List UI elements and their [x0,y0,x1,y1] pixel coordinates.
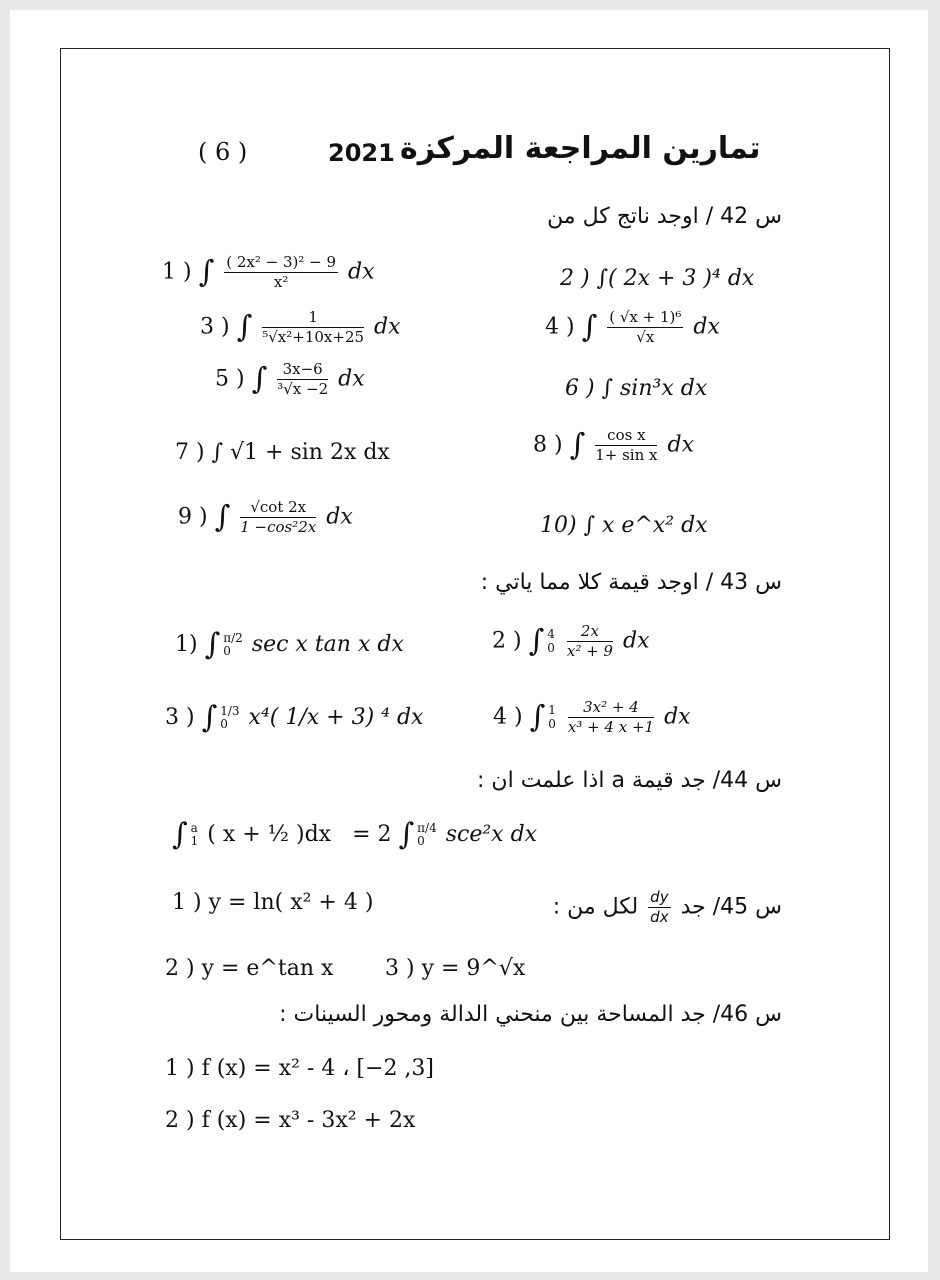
limits [417,822,437,848]
lower-limit: 0 [223,644,231,658]
integral-sign: ∫ [201,700,218,735]
q44-lhs: ( x + ½ )dx [207,822,332,847]
q43-heading: س 43 / اوجد قيمة كلا مما ياتي : [480,570,782,595]
q45-item-1: 1 ) y = ln( x² + 4 ) [172,890,374,915]
year: 2021 [328,139,395,167]
dx: dx [693,314,720,340]
integral-sign: ∫ [236,309,253,345]
q42-p3-label: 3 ) [200,314,230,340]
q42-f8-num: cos x [595,428,657,446]
q43-f4-den: x³ + 4 x +1 [567,718,655,736]
limits [223,632,243,658]
integral-sign: ∫ [198,254,215,290]
q42-f9-num: √cot 2x [240,500,316,518]
lower-limit: 0 [547,640,555,655]
q42-item-6: 6 ) ∫ sin³x dx [565,376,708,401]
integral-sign: ∫ [172,817,188,852]
q43-p2-label: 2 ) [492,628,522,654]
q42-item-9 [178,500,353,535]
integral-sign: ∫ [528,623,545,659]
q42-heading: س 42 / اوجد ناتج كل من [547,204,782,229]
integral-sign: ∫ [204,627,221,662]
q45-heading [553,890,782,925]
q43-f2 [567,624,613,659]
q43-f2-num: 2x [567,624,613,642]
q45-heading-post: لكل من : [552,894,639,920]
q43-p3-body: x⁴( 1/x + 3) ⁴ dx [248,705,424,730]
q43-f4 [568,700,654,735]
q42-f4 [607,310,683,345]
q43-f4-num: 3x² + 4 [568,700,654,718]
q42-item-10: 10) ∫ x e^x² dx [540,513,708,538]
dx: dx [664,704,691,730]
upper-limit: π/4 [417,820,437,835]
dx: dx [326,504,353,530]
limits [191,822,199,848]
q42-item-7: 7 ) ∫ √1 + sin 2x dx [175,440,390,465]
q45-heading-pre: س 45/ جد [680,894,782,920]
upper-limit: a [190,820,198,835]
q42-item-8 [533,428,694,463]
integral-sign: ∫ [529,699,546,735]
dx: dx [622,628,650,654]
lower-limit: 0 [548,716,556,731]
q44-heading: س 44/ جد قيمة a اذا علمت ان : [477,768,782,793]
limits [548,704,556,730]
q44-equation [172,817,538,852]
q42-f3-den: ⁵√x²+10x+25 [262,328,365,346]
q42-f8-den: 1+ sin x [595,446,658,464]
q42-p8-label: 8 ) [533,432,563,458]
integral-sign: ∫ [569,427,586,463]
q46-item-1: 1 ) f (x) = x² - 4 ، [−2 ,3] [165,1056,435,1081]
q43-p1-body: sec x tan x dx [251,632,404,657]
q46-item-2: 2 ) f (x) = x³ - 3x² + 2x [165,1108,416,1133]
dx: dx [667,432,694,458]
q42-f9-den: 1 −cos²2x [240,518,317,536]
integral-sign: ∫ [214,499,231,535]
q42-f3-num: 1 [262,310,364,328]
q46-heading: س 46/ جد المساحة بين منحني الدالة ومحور السينات : [279,1002,782,1027]
q42-p1-label: 1 ) [162,259,192,285]
q45-item-2: 2 ) y = e^tan x [165,956,334,981]
upper-limit: 1/3 [220,703,240,718]
q42-f3 [262,310,364,345]
q43-p4-label: 4 ) [493,704,523,730]
q42-f1 [224,255,338,290]
q42-f5 [277,362,328,397]
integral-sign: ∫ [581,309,598,345]
q42-f5-den: ³√x −2 [277,380,329,398]
q42-item-5 [215,362,365,397]
lower-limit: 0 [417,834,425,848]
q43-item-2 [492,624,649,659]
q42-f1-den: x² [273,273,289,291]
q42-item-2: 2 ) ∫( 2x + 3 )⁴ dx [560,266,755,291]
q43-item-4 [493,700,691,735]
q42-p9-label: 9 ) [178,504,208,530]
q45-item-3: 3 ) y = 9^√x [385,956,526,981]
dy: dy [650,888,669,906]
q42-f4-num: ( √x + 1)⁶ [609,308,682,326]
limits [220,705,239,731]
page-number: ( 6 ) [198,138,248,166]
q42-p4-label: 4 ) [545,314,575,340]
q42-item-4 [545,310,720,345]
dy-dx-fraction [648,890,670,925]
dx: dx [348,259,375,285]
upper-limit: 1 [548,703,556,718]
paper-sheet [10,10,928,1272]
q43-f2-den: x² + 9 [566,642,613,660]
q43-p1-label: 1) [175,632,198,657]
integral-sign: ∫ [251,361,268,397]
lower-limit: 0 [220,717,228,731]
q42-item-3 [200,310,401,345]
q42-f1-num: ( 2x² − 3)² − 9 [226,253,337,271]
dx: dx [650,908,669,926]
q42-f5-num: 3x−6 [277,362,328,380]
limits [547,628,555,654]
dx: dx [374,314,401,340]
q42-f9 [240,500,316,535]
upper-limit: 4 [547,627,555,642]
q43-p3-label: 3 ) [165,705,195,730]
q42-p5-label: 5 ) [215,366,245,392]
dx: dx [338,366,365,392]
q44-rhs-coef: = 2 [352,822,392,847]
q42-f4-den: √x [636,328,655,346]
q42-f8 [595,428,657,463]
q43-item-3 [165,700,424,735]
integral-sign: ∫ [398,817,415,852]
page-title: تمارين المراجعة المركزة [400,131,761,166]
q42-item-1 [162,255,375,290]
lower-limit: 1 [190,834,199,848]
q44-rhs-body: sce²x dx [445,822,538,847]
q43-item-1 [175,627,404,662]
upper-limit: π/2 [223,630,243,645]
